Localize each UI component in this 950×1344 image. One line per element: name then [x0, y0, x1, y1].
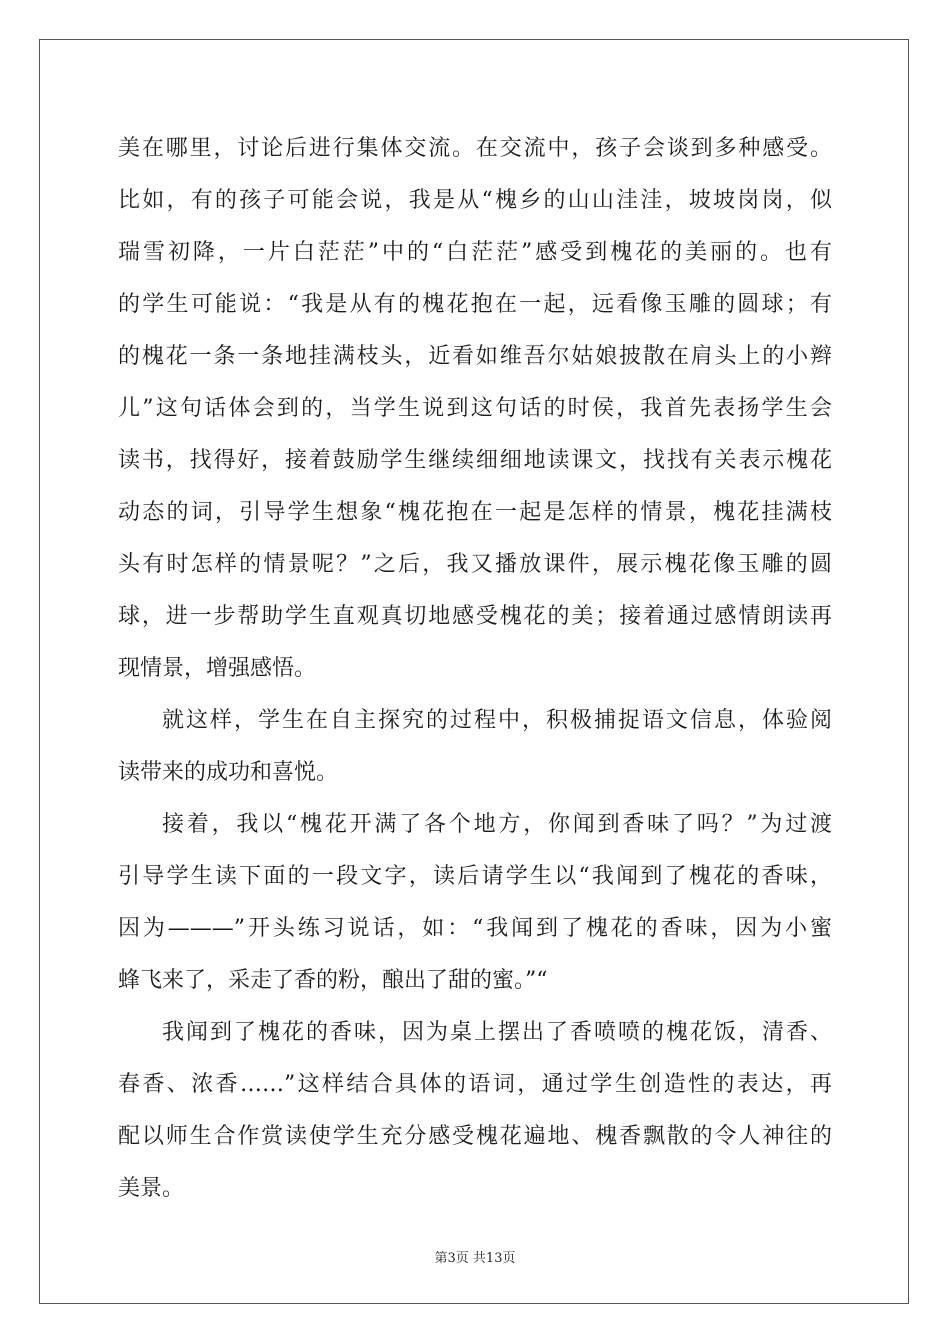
text-line: 美景。 — [118, 1176, 185, 1201]
text-line: 引导学生读下面的一段文字，读后请学生以“我闻到了槐花的香味， — [118, 864, 832, 889]
text-line: 比如，有的孩子可能会说，我是从“槐乡的山山洼洼，坡坡岗岗，似 — [118, 188, 832, 213]
text-line: 动态的词，引导学生想象“槐花抱在一起是怎样的情景，槐花挂满枝 — [118, 500, 832, 525]
text-line: 头有时怎样的情景呢？”之后，我又播放课件，展示槐花像玉雕的圆 — [118, 552, 832, 577]
text-line: 我闻到了槐花的香味，因为桌上摆出了香喷喷的槐花饭，清香、 — [162, 1020, 832, 1045]
text-line: 春香、浓香……”这样结合具体的语词，通过学生创造性的表达，再 — [118, 1072, 832, 1097]
page-footer: 第3页 共13页 — [434, 1251, 516, 1266]
text-line: 的学生可能说：“我是从有的槐花抱在一起，远看像玉雕的圆球；有 — [118, 292, 832, 317]
text-line: 瑞雪初降，一片白茫茫”中的“白茫茫”感受到槐花的美丽的。也有 — [118, 240, 832, 265]
text-line: 读书，找得好，接着鼓励学生继续细细地读课文，找找有关表示槐花 — [118, 448, 832, 473]
text-line: 接着，我以“槐花开满了各个地方，你闻到香味了吗？”为过渡 — [162, 812, 832, 837]
text-line: 读带来的成功和喜悦。 — [118, 760, 339, 785]
text-line: 球，进一步帮助学生直观真切地感受槐花的美；接着通过感情朗读再 — [118, 604, 832, 629]
text-line: 因为———”开头练习说话，如：“我闻到了槐花的香味，因为小蜜 — [118, 916, 832, 941]
text-line: 配以师生合作赏读使学生充分感受槐花遍地、槐香飘散的令人神往的 — [118, 1124, 832, 1149]
text-line: 就这样，学生在自主探究的过程中，积极捕捉语文信息，体验阅 — [162, 708, 832, 733]
document-body — [118, 123, 832, 1215]
text-line: 现情景，增强感悟。 — [118, 656, 317, 681]
text-line: 的槐花一条一条地挂满枝头，近看如维吾尔姑娘披散在肩头上的小辫 — [118, 344, 832, 369]
text-line: 美在哪里，讨论后进行集体交流。在交流中，孩子会谈到多种感受。 — [118, 136, 832, 161]
text-line: 儿”这句话体会到的，当学生说到这句话的时侯，我首先表扬学生会 — [118, 396, 832, 421]
text-line: 蜂飞来了，采走了香的粉，酿出了甜的蜜。”“ — [118, 968, 548, 993]
